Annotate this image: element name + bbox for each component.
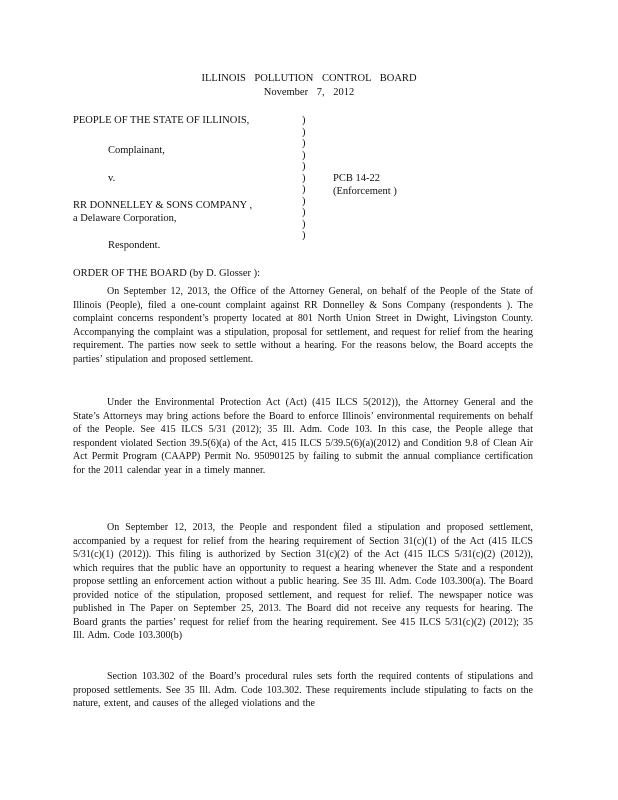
complainant-role: Complainant, <box>108 145 165 156</box>
paren: ) <box>302 184 306 195</box>
complainant-name: PEOPLE OF THE STATE OF ILLINOIS, <box>73 115 250 126</box>
paragraph-1: On September 12, 2013, the Office of the Attorney General, on behalf of the People of the State of Illinois (People), filed a one-count complaint against RR Donnelley & Sons Company (respondents ). The complaint concerns respondent’s property located at 801 North Union Street in Dwight, Livingston County. Accompanying the complaint was a stipulation, proposal for settlement, and request for relief from the hearing requirement. The parties now seek to settle without a hearing. For the reasons below, the Board accepts the parties’ stipulation and proposed settlement. <box>73 286 533 365</box>
case-number: PCB 14-22 <box>333 173 380 184</box>
paren: ) <box>302 195 306 207</box>
order-date: November 7, 2012 <box>263 87 355 98</box>
respondent-description: a Delaware Corporation, <box>73 213 177 224</box>
paren: ) <box>302 149 306 161</box>
versus: v. <box>108 173 116 184</box>
paren: ) <box>302 115 306 126</box>
paren: ) <box>302 161 306 172</box>
caption-parentheses <box>302 114 312 241</box>
order-heading: ORDER OF THE BOARD (by D. Glosser ): <box>73 268 261 279</box>
paren: ) <box>302 138 306 149</box>
respondent-name: RR DONNELLEY & SONS COMPANY , <box>73 200 253 211</box>
paren: ) <box>302 230 306 241</box>
paren: ) <box>302 172 306 184</box>
paragraph-2: Under the Environmental Protection Act (Act) (415 ILCS 5(2012)), the Attorney General and the State’s Attorneys may bring actions before the Board to enforce Illinois’ environmental requirements on behalf of the People. See 415 ILCS 5/31 (2012); 35 Ill. Adm. Code 103. In this case, the People allege that respondent violated Section 39.5(6)(a) of the Act, 415 ILCS 5/39.5(6)(a)(2012) and Condition 9.8 of Clean Air Act Permit Program (CAAPP) Permit No. 95090125 by failing to submit the annual compliance certification for the 2011 calendar year in a timely manner. <box>73 397 533 476</box>
respondent-role: Respondent. <box>108 240 161 251</box>
paren: ) <box>302 207 306 218</box>
paragraph-3: On September 12, 2013, the People and respondent filed a stipulation and proposed settlement, accompanied by a request for relief from the hearing requirement of Section 31(c)(1) of the Act (415 ILCS 5/31(c)(1) (2012)). This filing is authorized by Section 31(c)(2) of the Act (415 ILCS 5/31(c)(2) (2012)), which requires that the public have an opportunity to request a hearing whenever the State and a respondent propose settling an enforcement action without a public hearing. See 35 Ill. Adm. Code 103.300(a). The Board provided notice of the stipulation, proposed settlement, and request for relief. The newspaper notice was published in The Paper on September 25, 2013. The Board did not receive any requests for hearing. The Board grants the parties’ request for relief from the hearing requirement. See 415 ILCS 5/31(c)(2) (2012); 35 Ill. Adm. Code 103.300(b) <box>73 522 533 641</box>
paren: ) <box>302 218 306 230</box>
paren: ) <box>302 126 306 138</box>
paragraph-4: Section 103.302 of the Board’s procedural rules sets forth the required contents of stipulations and proposed settlements. See 35 Ill. Adm. Code 103.302. These requirements include stipulating to facts on the nature, extent, and causes of the alleged violations and the <box>73 671 533 709</box>
case-type: (Enforcement ) <box>333 186 397 197</box>
board-title: ILLINOIS POLLUTION CONTROL BOARD <box>201 73 417 84</box>
